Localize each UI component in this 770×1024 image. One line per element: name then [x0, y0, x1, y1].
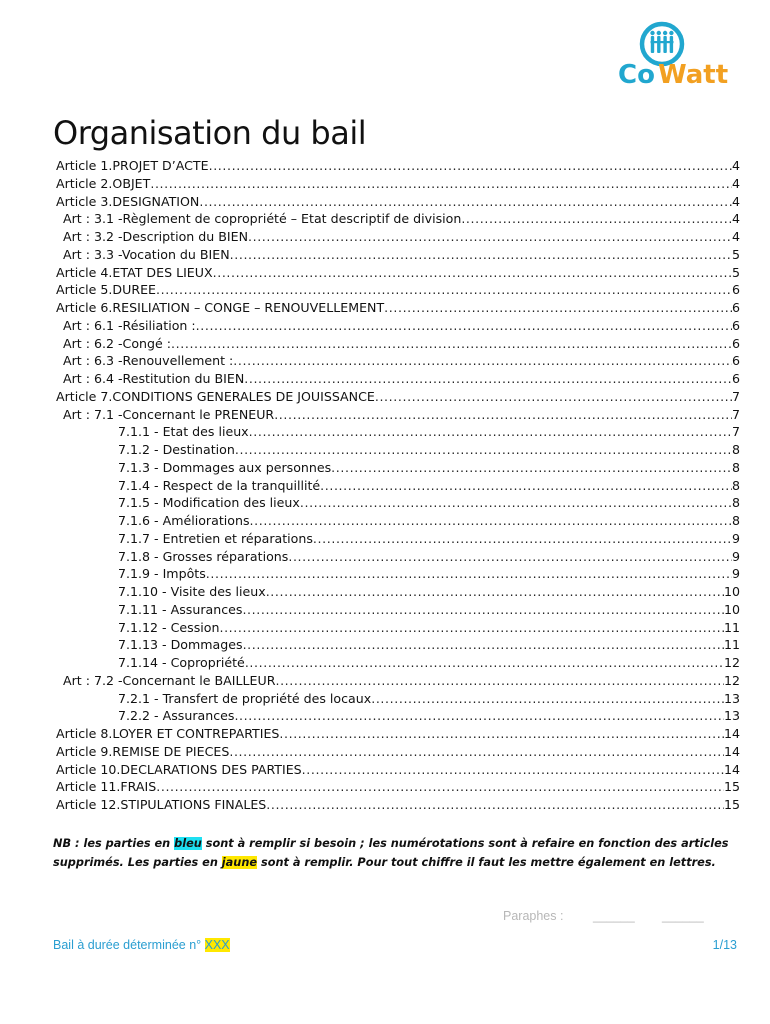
toc-entry-label: Art : 6.1 -Résiliation : [63, 317, 196, 333]
toc-dot-leader [233, 352, 732, 370]
toc-entry-label: 7.1.9 - Impôts [118, 566, 206, 582]
toc-entry[interactable] [56, 636, 740, 654]
toc-entry-label: Art : 7.2 -Concernant le BAILLEUR [63, 672, 276, 688]
toc-dot-leader [275, 672, 724, 690]
toc-entry-label: Article 5.DUREE [56, 282, 156, 298]
toc-dot-leader [248, 228, 732, 246]
toc-dot-leader [242, 601, 724, 619]
toc-entry-label: Article 12.STIPULATIONS FINALES [56, 797, 267, 812]
toc-entry[interactable] [56, 388, 740, 406]
toc-entry-label: 7.1.12 - Cession [118, 619, 220, 635]
toc-entry-label: Art : 6.4 -Restitution du BIEN [63, 371, 245, 386]
toc-entry[interactable] [56, 317, 740, 335]
toc-dot-leader [266, 583, 724, 601]
toc-entry-page: 4 [731, 158, 740, 173]
toc-entry[interactable] [56, 796, 740, 814]
toc-entry[interactable] [56, 406, 740, 424]
toc-entry[interactable] [56, 335, 740, 353]
toc-dot-leader [196, 317, 732, 335]
toc-entry[interactable] [56, 672, 740, 690]
toc-entry-label: Article 3.DESIGNATION [56, 193, 200, 209]
toc-entry-label: 7.1.10 - Visite des lieux [118, 584, 266, 599]
toc-entry-label: Article 7.CONDITIONS GENERALES DE JOUISSANCE [56, 388, 375, 404]
toc-entry-page: 9 [731, 530, 740, 546]
toc-entry-label: 7.1.6 - Améliorations [118, 513, 250, 528]
toc-dot-leader [300, 494, 732, 512]
toc-entry-label: Art : 3.2 -Description du BIEN [63, 229, 248, 244]
toc-entry-label: 7.1.11 - Assurances [118, 601, 243, 617]
toc-entry-page: 10 [723, 584, 740, 599]
toc-entry-page: 11 [723, 637, 740, 653]
toc-entry[interactable] [56, 494, 740, 512]
note-blue-word: bleu [174, 837, 202, 850]
toc-entry-page: 4 [731, 193, 740, 209]
toc-entry-page: 8 [731, 513, 740, 528]
toc-entry-page: 8 [731, 477, 740, 493]
toc-entry-label: 7.2.2 - Assurances [118, 708, 235, 724]
toc-entry-page: 7 [731, 406, 740, 422]
toc-entry[interactable] [56, 370, 740, 388]
paraphes-blank-1: ______ [593, 909, 635, 923]
toc-dot-leader [461, 210, 732, 228]
toc-entry-page: 12 [723, 672, 740, 688]
footer-lease-label: Bail à durée déterminée n° [53, 938, 205, 952]
toc-entry-label: 7.1.4 - Respect de la tranquillité [118, 477, 321, 493]
toc-dot-leader [384, 299, 732, 317]
toc-entry-label: Article 8.LOYER ET CONTREPARTIES [56, 726, 280, 741]
toc-entry-page: 15 [723, 797, 740, 812]
toc-dot-leader [171, 335, 732, 353]
toc-dot-leader [235, 441, 732, 459]
toc-entry[interactable] [56, 477, 740, 495]
footer-lease-number: XXX [204, 938, 230, 952]
toc-entry-label: 7.2.1 - Transfert de propriété des locaux [118, 690, 372, 706]
toc-entry-label: 7.1.2 - Destination [118, 442, 235, 457]
toc-entry-page: 6 [731, 371, 740, 386]
toc-entry-page: 8 [731, 495, 740, 511]
toc-entry-label: Art : 6.2 -Congé : [63, 335, 172, 351]
toc-entry-page: 6 [731, 353, 740, 369]
document-title: Organisation du bail [53, 114, 367, 152]
toc-dot-leader [288, 548, 732, 566]
toc-entry[interactable] [56, 654, 740, 672]
toc-entry-label: Article 4.ETAT DES LIEUX [56, 264, 213, 280]
toc-dot-leader [313, 530, 732, 548]
toc-entry[interactable] [56, 157, 740, 175]
toc-entry[interactable] [56, 619, 740, 637]
toc-entry-label: Article 11.FRAIS [56, 779, 157, 795]
toc-entry-label: 7.1.5 - Modification des lieux [118, 495, 300, 511]
toc-dot-leader [371, 690, 724, 708]
note-part-2: sont à remplir si besoin ; les numérotations sont à refaire en fonction des articles supprimés. Les parties en [53, 837, 729, 869]
toc-entry-page: 9 [731, 548, 740, 564]
toc-entry[interactable] [56, 601, 740, 619]
toc-entry-page: 11 [723, 619, 740, 635]
toc-entry-label: Art : 3.3 -Vocation du BIEN [63, 246, 230, 262]
toc-entry-page: 5 [731, 264, 740, 280]
toc-entry-label: Art : 6.3 -Renouvellement : [63, 353, 234, 369]
toc-dot-leader [274, 406, 732, 424]
logo-watt: Watt [658, 60, 729, 90]
toc-entry-label: 7.1.3 - Dommages aux personnes [118, 459, 332, 475]
toc-entry-page: 8 [731, 459, 740, 475]
toc-entry-page: 14 [723, 726, 740, 741]
logo-co: Co [618, 60, 655, 90]
toc-dot-leader [249, 423, 732, 441]
toc-entry-label: 7.1.13 - Dommages [118, 637, 243, 653]
toc-entry-label: 7.1.14 - Copropriété [118, 655, 245, 670]
toc-entry[interactable] [56, 778, 740, 796]
toc-entry[interactable] [56, 210, 740, 228]
toc-entry-label: Article 1.PROJET D’ACTE [56, 158, 209, 173]
toc-entry[interactable] [56, 423, 740, 441]
toc-entry[interactable] [56, 761, 740, 779]
toc-dot-leader [199, 193, 732, 211]
toc-dot-leader [245, 654, 724, 672]
toc-entry-page: 14 [723, 743, 740, 759]
toc-dot-leader [320, 477, 732, 495]
table-of-contents [56, 157, 740, 814]
toc-entry[interactable] [56, 441, 740, 459]
toc-entry[interactable] [56, 565, 740, 583]
toc-entry-page: 9 [731, 566, 740, 582]
toc-entry[interactable] [56, 228, 740, 246]
paraphes-label: Paraphes : [503, 909, 564, 923]
toc-entry[interactable] [56, 459, 740, 477]
toc-entry[interactable] [56, 246, 740, 264]
toc-entry[interactable] [56, 548, 740, 566]
toc-entry[interactable] [56, 193, 740, 211]
toc-entry-page: 7 [731, 388, 740, 404]
note-part-3: sont à remplir. Pour tout chiffre il faut les mettre également en lettres. [257, 856, 716, 869]
toc-dot-leader [156, 281, 732, 299]
toc-dot-leader [213, 264, 732, 282]
toc-dot-leader [266, 796, 724, 814]
toc-entry-page: 12 [723, 655, 740, 670]
toc-dot-leader [331, 459, 732, 477]
toc-entry-page: 6 [731, 317, 740, 333]
toc-dot-leader [279, 725, 724, 743]
toc-dot-leader [209, 157, 732, 175]
toc-entry-page: 13 [723, 708, 740, 724]
note-yellow-word: jaune [221, 856, 258, 869]
toc-entry-page: 13 [723, 690, 740, 706]
toc-entry-page: 14 [723, 761, 740, 777]
toc-entry[interactable] [56, 281, 740, 299]
toc-entry-label: Art : 7.1 -Concernant le PRENEUR [63, 406, 275, 422]
toc-dot-leader [243, 636, 724, 654]
toc-entry[interactable] [56, 299, 740, 317]
toc-entry-page: 15 [723, 779, 740, 795]
toc-dot-leader [234, 707, 724, 725]
toc-entry-page: 6 [731, 300, 740, 315]
cowatt-logo [612, 20, 738, 90]
toc-dot-leader [156, 778, 724, 796]
toc-entry[interactable] [56, 743, 740, 761]
toc-entry-page: 8 [731, 442, 740, 457]
toc-entry-label: Art : 3.1 -Règlement de copropriété – Etat descriptif de division [63, 211, 462, 227]
paraphes-blank-2: ______ [662, 909, 704, 923]
footer-lease-reference [53, 938, 230, 952]
toc-entry-page: 4 [731, 175, 740, 191]
instruction-note [53, 834, 753, 872]
toc-dot-leader [244, 370, 732, 388]
toc-entry-label: Article 6.RESILIATION – CONGE – RENOUVELLEMENT [56, 300, 385, 315]
footer-page-number: 1/13 [712, 938, 737, 952]
toc-dot-leader [302, 761, 724, 779]
toc-entry-page: 5 [731, 246, 740, 262]
toc-entry-label: 7.1.8 - Grosses réparations [118, 548, 289, 564]
toc-entry-page: 4 [731, 211, 740, 227]
toc-entry-label: Article 9.REMISE DE PIECES [56, 743, 230, 759]
toc-entry[interactable] [56, 175, 740, 193]
toc-entry[interactable] [56, 530, 740, 548]
toc-entry[interactable] [56, 690, 740, 708]
toc-dot-leader [229, 743, 724, 761]
toc-entry[interactable] [56, 583, 740, 601]
toc-entry[interactable] [56, 725, 740, 743]
toc-dot-leader [230, 246, 732, 264]
toc-dot-leader [150, 175, 732, 193]
toc-entry-page: 7 [731, 424, 740, 440]
toc-entry-label: 7.1.1 - Etat des lieux [118, 424, 249, 440]
toc-dot-leader [250, 512, 732, 530]
toc-entry[interactable] [56, 264, 740, 282]
toc-entry-label: 7.1.7 - Entretien et réparations [118, 530, 313, 546]
toc-entry-page: 6 [731, 282, 740, 298]
toc-entry-page: 6 [731, 335, 740, 351]
toc-entry-page: 4 [731, 229, 740, 244]
toc-dot-leader [375, 388, 732, 406]
toc-entry-page: 10 [723, 601, 740, 617]
toc-dot-leader [219, 619, 724, 637]
toc-entry[interactable] [56, 352, 740, 370]
toc-entry[interactable] [56, 512, 740, 530]
toc-entry-label: Article 2.OBJET [56, 175, 151, 191]
toc-entry-label: Article 10.DECLARATIONS DES PARTIES [56, 761, 302, 777]
note-part-1: NB : les parties en [53, 837, 175, 850]
toc-entry[interactable] [56, 707, 740, 725]
toc-dot-leader [206, 565, 732, 583]
